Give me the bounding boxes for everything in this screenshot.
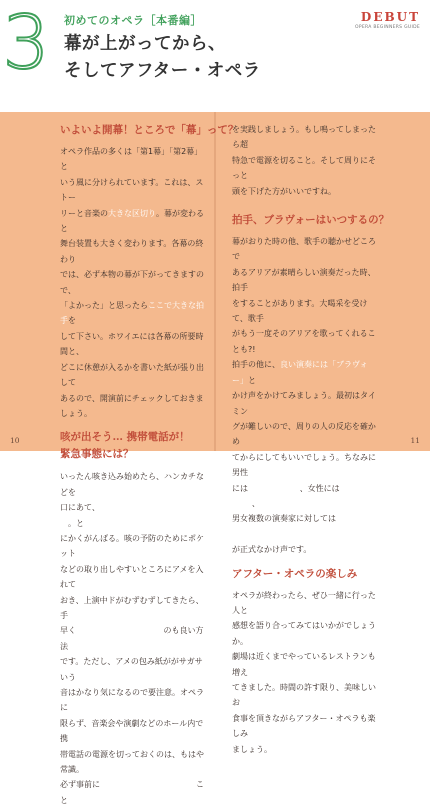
- body-paragraph: [232, 234, 377, 558]
- brand-logo: DEBUT: [360, 10, 420, 24]
- body-paragraph: [232, 588, 377, 757]
- body-paragraph: [60, 144, 205, 421]
- title-line-1: 幕が上がってから、: [64, 34, 226, 54]
- text-segment: オペラが終わったら、ぜひ一緒に行った人と: [232, 590, 376, 615]
- page-title: [64, 31, 261, 85]
- highlight-text: 「ブラーヴィ」: [232, 514, 376, 539]
- heading-line: 緊急事態には？: [60, 448, 134, 461]
- section-heading: アフター・オペラの楽しみ: [232, 567, 358, 580]
- body-paragraph: [232, 122, 377, 199]
- text-segment: どこに休憩が入るかを書いた紙が張り出して: [60, 362, 204, 388]
- heading-line: 咳が出そう… 携帯電話が！: [60, 431, 190, 444]
- text-segment: オペラ作品の多くは「第1幕」「第2幕」と: [60, 147, 203, 172]
- text-segment: あるので、開演前にチェックしておきましょう。: [60, 393, 204, 418]
- body-paragraph: [60, 469, 205, 808]
- text-segment: グが難しいので、周りの人の反応を確かめ: [232, 421, 376, 447]
- right-column: [232, 122, 390, 757]
- highlight-text: 「ブラーヴァ」: [232, 483, 372, 508]
- text-segment: 。幕が変わると: [60, 208, 204, 234]
- text-segment: おき、上演中ドがむずむずしてきたら、手: [60, 595, 204, 620]
- text-segment: 劇場は近くまでやっているレストランも増え: [232, 652, 376, 677]
- page-number-left: 10: [10, 436, 20, 445]
- text-segment: をすることがあります。大喝采を受けて、歌手: [232, 298, 368, 324]
- chapter-number: [2, 0, 50, 86]
- spacer: [232, 199, 377, 212]
- text-segment: いったん咳き込み始めたら、ハンカチなどを: [60, 472, 204, 497]
- text-segment: 幕がおりた時の他、歌手の聴かせどころで: [232, 237, 376, 262]
- highlight-text: 大きな区切り: [108, 208, 156, 218]
- text-segment: てからにしてもいいでしょう。ちなみに男性: [232, 452, 376, 478]
- text-segment: 舞台装置も大きく変わります。各幕の終わり: [60, 239, 204, 264]
- text-segment: 。と: [68, 518, 84, 528]
- text-segment: 音はかなり気になるので要注意。オペラに: [60, 688, 204, 713]
- text-segment: 「よかった」と思ったら: [60, 301, 148, 311]
- text-segment: あるアリアが素晴らしい演奏だった時、拍手: [232, 267, 376, 293]
- highlight-text: 「携帯電話の電源を切る」: [100, 780, 196, 790]
- title-line-2: そしてアフター・オペラ: [64, 61, 261, 81]
- text-segment: です。ただし、アメの包み紙ががサガサいう: [60, 657, 203, 682]
- text-segment: を: [68, 316, 76, 326]
- text-segment: ましょう。: [232, 744, 272, 754]
- highlight-text: ここで大きな拍手: [60, 301, 204, 326]
- text-segment: いう風に分けられています。これは、ストー: [60, 177, 204, 203]
- text-segment: 食事を頂きながらアフター・オペラも楽しみ: [232, 713, 376, 739]
- text-segment: と: [248, 375, 256, 385]
- left-column: [60, 122, 239, 808]
- text-segment: を実践しましょう。もし鳴ってしまったら超: [232, 125, 376, 150]
- spacer: [232, 558, 377, 566]
- series-label: 初めてのオペラ［本番編］: [64, 14, 202, 27]
- page-number-right: 11: [410, 436, 420, 445]
- text-segment: 拍手の他に、: [232, 360, 280, 370]
- section-heading: 拍手、ブラヴォーはいつするの？: [232, 214, 390, 227]
- section-heading: [60, 429, 205, 463]
- text-segment: して下さい。ホワイエには各幕の所要時間と、: [60, 331, 204, 357]
- highlight-text: できるだけ音が出ないように: [60, 503, 196, 528]
- text-segment: 感想を語り合ってみてはいかがでしょうか。: [232, 621, 376, 646]
- brand-subtitle: OPERA BEGINNERS GUIDE: [354, 25, 420, 30]
- section-heading: いよいよ開幕！ところで「幕」って？: [60, 124, 239, 136]
- text-segment: 帯電話の電源を切っておくのは、もはや常識。: [60, 749, 204, 775]
- text-segment: などの取り出しやすいところにアメを入れて: [60, 564, 204, 590]
- text-segment: 、女性には: [299, 483, 340, 493]
- text-segment: こと: [60, 780, 204, 805]
- text-segment: 早く: [60, 626, 76, 636]
- text-segment: のも良い方法: [60, 626, 204, 651]
- text-segment: 限らず、音楽会や演劇などのホール内で携: [60, 718, 204, 744]
- brand-mark: [355, 10, 420, 30]
- text-segment: には: [232, 483, 248, 493]
- text-segment: がもう一度そのアリアを歌ってくれることも?!: [232, 329, 376, 354]
- text-segment: 頭を下げた方がいいですね。: [232, 186, 336, 196]
- text-segment: が正式なかけ声です。: [232, 545, 312, 555]
- spacer: [60, 421, 205, 429]
- highlight-text: 「ブラーヴォ」: [248, 483, 300, 493]
- page-gutter: [214, 112, 216, 451]
- text-segment: 男女複数の演奏家に対しては: [232, 514, 336, 524]
- text-segment: かけ声をかけてみましょう。最初はタイミン: [232, 391, 376, 416]
- text-segment: 、: [251, 498, 260, 508]
- highlight-text: アメを口の中に放り込む: [76, 626, 164, 636]
- header-area: [0, 0, 430, 112]
- text-segment: 必ず事前に: [60, 780, 100, 790]
- text-segment: では、必ず本物の幕が下がってきますので、: [60, 270, 204, 295]
- highlight-text: 良い演奏には「ブラヴォー」: [232, 360, 368, 385]
- svg-text:3: 3: [2, 0, 50, 86]
- text-segment: 特急で電源を切ること。そして周りにそっと: [232, 155, 376, 181]
- text-segment: 口にあて、: [60, 503, 100, 513]
- text-segment: にかくがんばる。咳の予防のためにポケット: [60, 533, 204, 559]
- text-segment: リーと音楽の: [60, 208, 108, 218]
- text-segment: てきました。時間の許す限り、美味しいお: [232, 683, 376, 708]
